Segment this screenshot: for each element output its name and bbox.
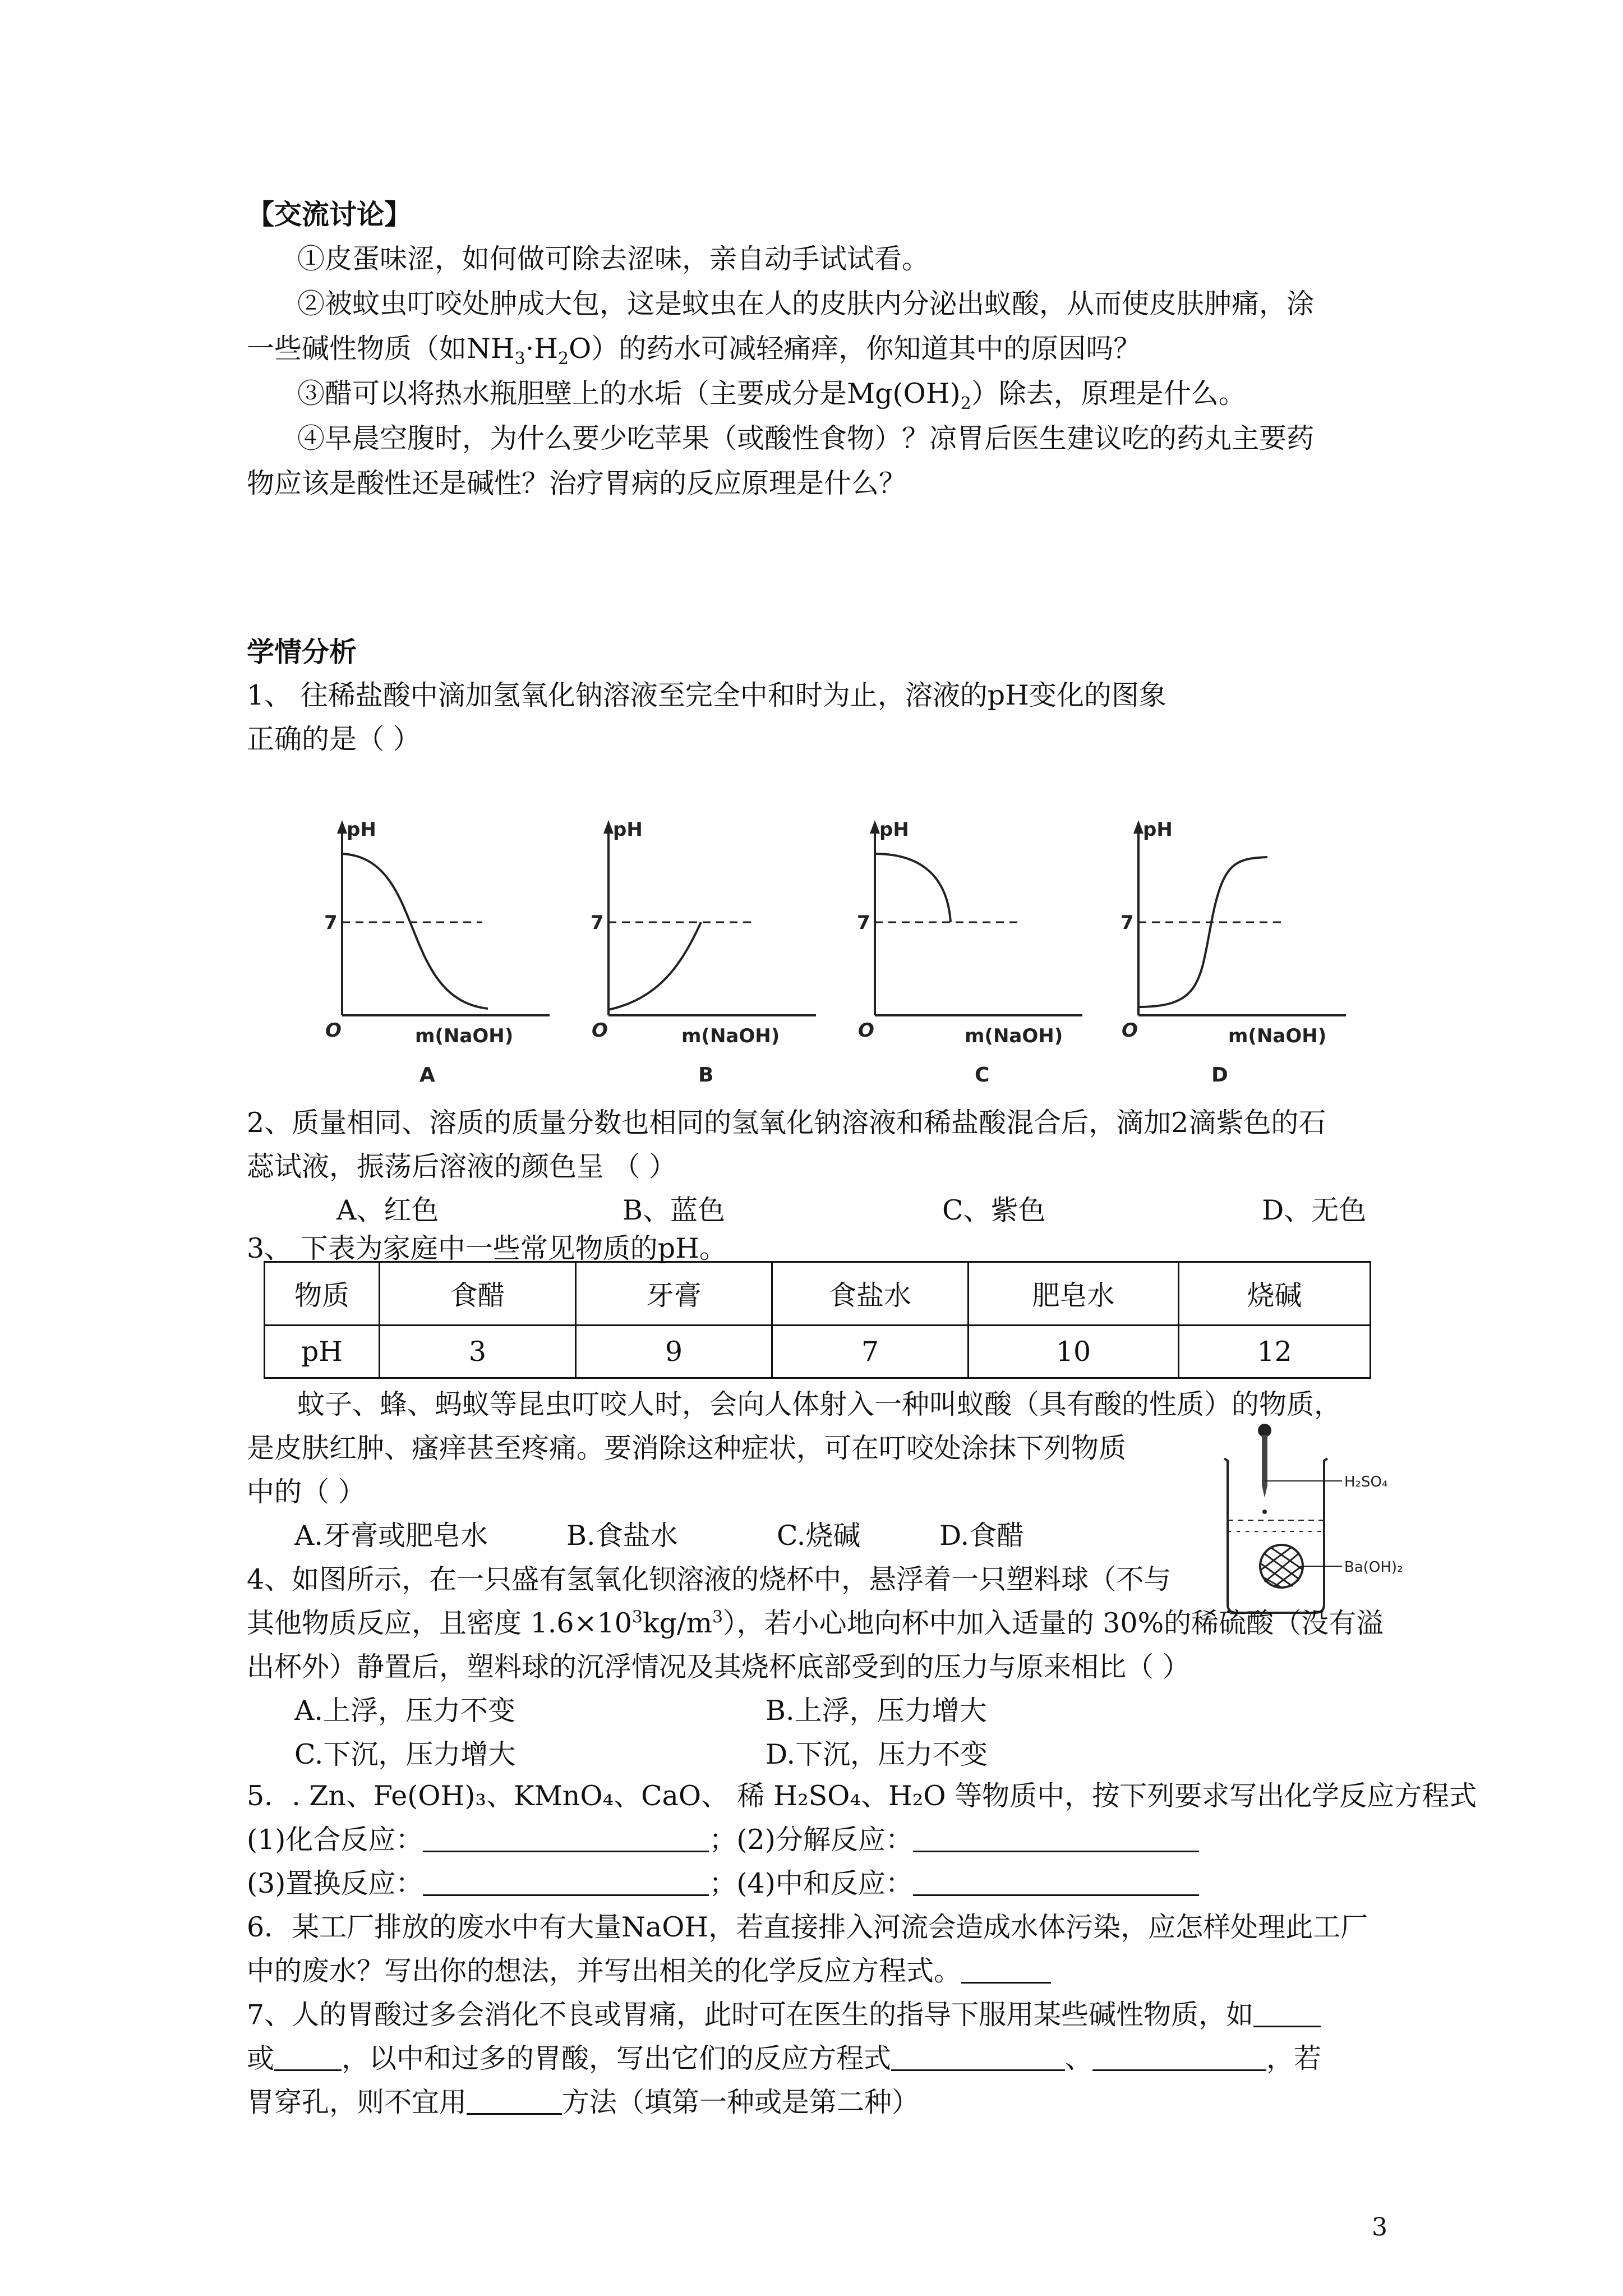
table-cell: 食醋: [380, 1262, 576, 1326]
graph-d-letter: D: [1211, 1064, 1228, 1087]
table-cell: 3: [380, 1326, 576, 1378]
answer-blank[interactable]: [891, 2045, 1065, 2071]
analysis-q7-line1: 7、人的胃酸过多会消化不良或胃痛，此时可在医生的指导下服用某些碱性物质，如: [247, 1998, 1321, 2032]
answer-blank[interactable]: [1092, 2045, 1266, 2071]
table-cell: 肥皂水: [969, 1262, 1179, 1326]
ph-graph-c: [852, 813, 1088, 1094]
analysis-heading: 学情分析: [247, 636, 357, 668]
q2-option-a: A、红色: [336, 1194, 439, 1226]
table-cell: 12: [1179, 1326, 1371, 1378]
graph-b-seven: 7: [591, 912, 604, 934]
analysis-q7-line2: 或 ，以中和过多的胃酸，写出它们的反应方程式 、 ，若: [247, 2042, 1322, 2074]
table-cell: 烧碱: [1179, 1262, 1371, 1326]
analysis-q3-line4: 中的（ ）: [247, 1476, 366, 1508]
discussion-q2-line2: 一些碱性物质（如$NH_3\cdot H_2O$）的药水可减轻痛痒，你知道其中的原因吗？: [247, 333, 1141, 369]
discussion-q3: ③醋可以将热水瓶胆壁上的水垢（主要成分是$Mg(OH)_2$）除去，原理是什么。: [297, 378, 1246, 413]
analysis-q4-line3: 出杯外）静置后，塑料球的沉浮情况及其烧杯底部受到的压力与原来相比（ ）: [247, 1651, 1190, 1683]
q3-option-d: D.食醋: [939, 1520, 1025, 1552]
table-cell: 食盐水: [772, 1262, 969, 1326]
graph-b-y-label: pH: [613, 818, 643, 841]
ph-graph-b: [586, 813, 822, 1094]
graph-c-y-label: pH: [879, 818, 909, 841]
table-cell: pH: [265, 1326, 380, 1378]
table-cell: 牙膏: [576, 1262, 772, 1326]
answer-blank[interactable]: [913, 1870, 1199, 1896]
analysis-q1-line1: 1、 往稀盐酸中滴加氢氧化钠溶液至完全中和时为止，溶液的pH变化的图象: [247, 679, 1166, 711]
q3-option-c: C.烧碱: [777, 1520, 861, 1552]
answer-blank[interactable]: [1253, 2001, 1321, 2027]
analysis-q6-line1: 6．某工厂排放的废水中有大量NaOH，若直接排入河流会造成水体污染，应怎样处理此工厂: [247, 1911, 1368, 1943]
answer-blank[interactable]: [467, 2088, 562, 2115]
analysis-q5-line1: 5．. Zn、Fe(OH)₃、KMnO₄、CaO、 稀 H₂SO₄、H₂O 等物质中，按下列要求写出化学反应方程式: [247, 1780, 1477, 1812]
ph-graph-d: [1116, 813, 1352, 1094]
beaker-label-baoh2: Ba(OH)₂: [1344, 1559, 1403, 1576]
graph-a-y-label: pH: [347, 818, 376, 841]
table-cell: 物质: [265, 1262, 380, 1326]
graph-b-x-label: m(NaOH): [681, 1025, 780, 1047]
discussion-q4-line2: 物应该是酸性还是碱性？治疗胃病的反应原理是什么？: [247, 467, 907, 499]
graph-c-origin: O: [858, 1019, 874, 1042]
q2-option-b: B、蓝色: [623, 1194, 726, 1226]
discussion-q4-line1: ④早晨空腹时，为什么要少吃苹果（或酸性食物）？凉胃后医生建议吃的药丸主要药: [297, 422, 1315, 454]
graph-a-letter: A: [419, 1064, 435, 1087]
q4-option-d: D.下沉，压力不变: [766, 1738, 988, 1770]
q4-option-c: C.下沉，压力增大: [294, 1738, 516, 1770]
q4-option-a: A.上浮，压力不变: [294, 1695, 515, 1727]
page-number: 3: [1372, 2213, 1387, 2242]
beaker-label-h2so4: H₂SO₄: [1344, 1474, 1388, 1490]
graph-b-origin: O: [592, 1019, 608, 1042]
graph-d-seven: 7: [1121, 912, 1134, 934]
answer-blank[interactable]: [423, 1826, 709, 1852]
table-cell: 7: [772, 1326, 969, 1378]
analysis-q7-line3: 胃穿孔，则不宜用 方法（填第一种或是第二种）: [247, 2086, 920, 2118]
analysis-q4-line1: 4、如图所示，在一只盛有氢氧化钡溶液的烧杯中，悬浮着一只塑料球（不与: [247, 1563, 1172, 1595]
q2-option-d: D、无色: [1262, 1194, 1367, 1226]
analysis-q3-line2: 蚊子、蜂、蚂蚁等昆虫叮咬人时，会向人体射入一种叫蚁酸（具有酸的性质）的物质，: [297, 1388, 1342, 1420]
beaker-figure: [1214, 1419, 1416, 1621]
graph-d-y-label: pH: [1143, 818, 1173, 841]
graph-b-letter: B: [698, 1064, 714, 1087]
q2-option-c: C、紫色: [942, 1194, 1046, 1226]
discussion-q2-line1: ②被蚊虫叮咬处肿成大包，这是蚊虫在人的皮肤内分泌出蚁酸，从而使皮肤肿痛，涂: [297, 288, 1315, 320]
discussion-q1: ①皮蛋味涩，如何做可除去涩味，亲自动手试试看。: [297, 243, 930, 275]
analysis-q6-line2: 中的废水？写出你的想法，并写出相关的化学反应方程式。: [247, 1954, 1051, 1988]
table-cell: 10: [969, 1326, 1179, 1378]
graph-a-origin: O: [325, 1019, 342, 1042]
q5-row2: (3)置换反应： ；(4)中和反应：: [247, 1867, 1199, 1901]
graph-a-seven: 7: [324, 912, 338, 934]
table-row: [265, 1262, 1371, 1326]
q3-option-a: A.牙膏或肥皂水: [294, 1520, 488, 1552]
q3-option-b: B.食盐水: [566, 1520, 678, 1552]
analysis-q2-line2: 蕊试液，振荡后溶液的颜色呈 （ ）: [247, 1151, 677, 1182]
graph-d-origin: O: [1122, 1019, 1138, 1042]
graph-a-x-label: m(NaOH): [415, 1025, 514, 1047]
analysis-q3-line1: 3、 下表为家庭中一些常见物质的pH。: [247, 1232, 727, 1264]
answer-blank[interactable]: [913, 1826, 1199, 1852]
graph-c-letter: C: [975, 1064, 990, 1087]
answer-blank[interactable]: [274, 2045, 342, 2071]
answer-blank[interactable]: [961, 1957, 1051, 1984]
q4-option-b: B.上浮，压力增大: [766, 1695, 987, 1727]
analysis-q3-line3: 是皮肤红肿、瘙痒甚至疼痛。要消除这种症状，可在叮咬处涂抹下列物质: [247, 1432, 1127, 1464]
analysis-q2-line1: 2、质量相同、溶质的质量分数也相同的氢氧化钠溶液和稀盐酸混合后，滴加2滴紫色的石: [247, 1107, 1326, 1139]
analysis-q1-line2: 正确的是（ ）: [247, 723, 421, 755]
table-row: [265, 1326, 1371, 1378]
graph-c-x-label: m(NaOH): [965, 1025, 1063, 1047]
ph-graph-a: [320, 813, 555, 1094]
discussion-heading: 【交流讨论】: [247, 198, 412, 231]
graph-c-seven: 7: [857, 912, 870, 934]
q5-row1: (1)化合反应： ；(2)分解反应：: [247, 1823, 1199, 1857]
graph-d-x-label: m(NaOH): [1228, 1025, 1327, 1047]
ph-table: [264, 1261, 1371, 1379]
answer-blank[interactable]: [423, 1870, 709, 1896]
table-cell: 9: [576, 1326, 772, 1378]
analysis-q4-line2: 其他物质反应，且密度 $1.6\times 10^3kg/m^3$），若小心地向杯中加入适量的 30%的稀硫酸（没有溢: [247, 1607, 1384, 1639]
